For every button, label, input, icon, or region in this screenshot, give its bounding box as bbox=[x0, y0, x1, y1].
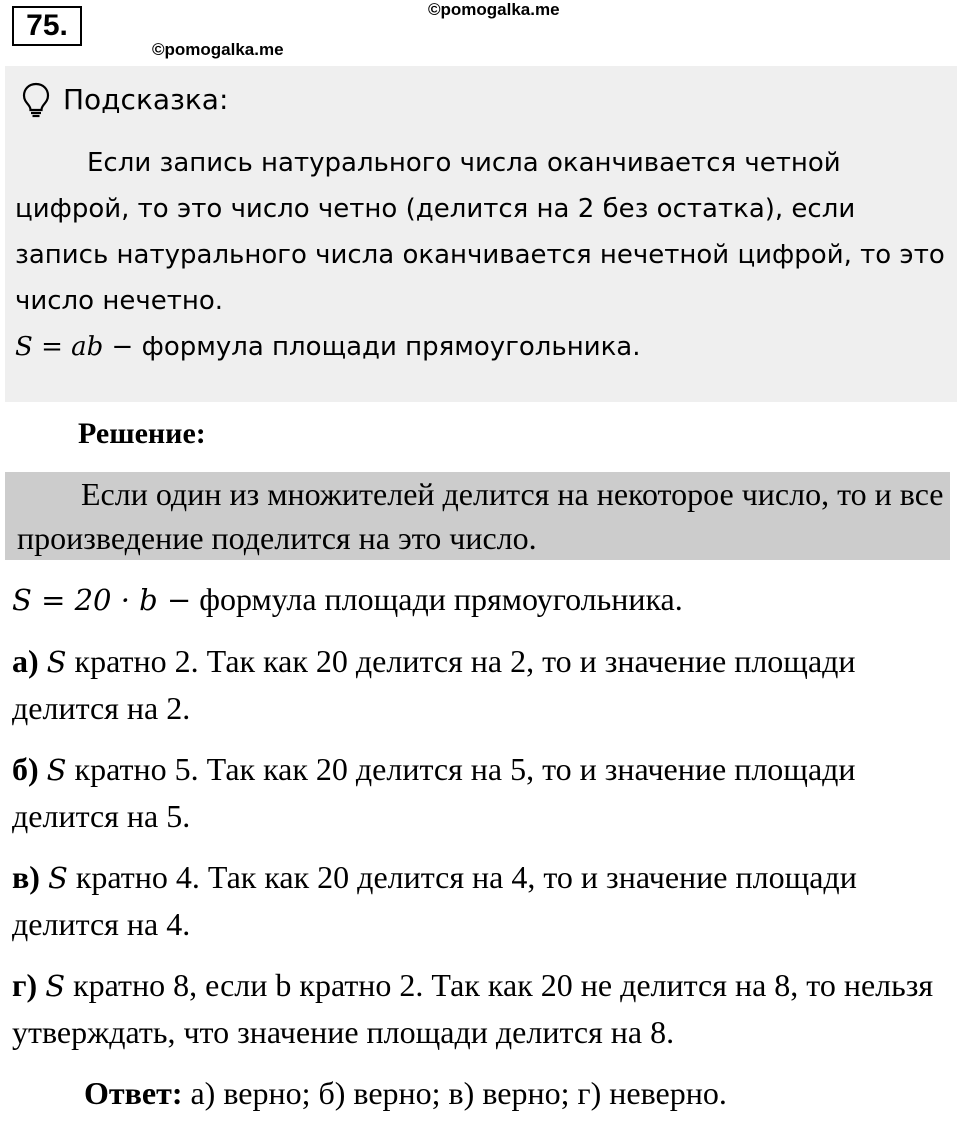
hint-formula-line bbox=[15, 324, 945, 370]
solution-formula-math: S = 20 · b − bbox=[12, 583, 192, 617]
solution-formula-text: формула площади прямоугольника. bbox=[199, 581, 683, 617]
item-v bbox=[12, 854, 952, 947]
item-text: кратно 5. Так как 20 делится на 5, то и значение площади делится на 5. bbox=[12, 751, 856, 834]
solution-title: Решение: bbox=[78, 417, 206, 450]
hint-text bbox=[15, 140, 945, 370]
item-label: в) bbox=[12, 859, 40, 895]
item-var: S bbox=[46, 753, 67, 787]
hint-formula-text: формула площади прямоугольника. bbox=[141, 332, 641, 362]
hint-header bbox=[21, 82, 228, 118]
item-text: кратно 8, если b кратно 2. Так как 20 не делится на 8, то нельзя утверждать, что значение площади делится на 8. bbox=[12, 967, 934, 1050]
item-var: S bbox=[46, 645, 67, 679]
item-g bbox=[12, 962, 952, 1055]
hint-formula-math: S = ab − bbox=[15, 332, 134, 362]
watermark-left: ©pomogalka.me bbox=[152, 40, 284, 59]
rule-box bbox=[5, 472, 950, 560]
lightbulb-icon bbox=[21, 82, 51, 118]
item-label: б) bbox=[12, 751, 39, 787]
hint-box bbox=[5, 66, 957, 402]
hint-title: Подсказка: bbox=[63, 83, 229, 116]
item-var: S bbox=[45, 969, 66, 1003]
item-text: кратно 2. Так как 20 делится на 2, то и значение площади делится на 2. bbox=[12, 643, 856, 726]
answer-label: Ответ: bbox=[84, 1075, 183, 1111]
answer-line bbox=[12, 1070, 952, 1116]
item-a bbox=[12, 638, 952, 731]
item-label: а) bbox=[12, 643, 39, 679]
item-text: кратно 4. Так как 20 делится на 4, то и значение площади делится на 4. bbox=[12, 859, 857, 942]
rule-text: Если один из множителей делится на некоторое число, то и все произведение поделится на это число. bbox=[17, 476, 944, 556]
hint-paragraph: Если запись натурального числа оканчивается четной цифрой, то это число четно (делится на 2 без остатка), если запись натурального числа оканчивается нечетной цифрой, то это число нечетно. bbox=[15, 148, 945, 316]
problem-number: 75. bbox=[12, 6, 82, 46]
answer-text: а) верно; б) верно; в) верно; г) неверно. bbox=[190, 1075, 727, 1111]
solution-content bbox=[12, 576, 952, 1131]
watermark-top: ©pomogalka.me bbox=[428, 0, 560, 19]
solution-formula-line bbox=[12, 576, 952, 623]
item-b bbox=[12, 746, 952, 839]
item-var: S bbox=[47, 861, 68, 895]
item-label: г) bbox=[12, 967, 38, 1003]
